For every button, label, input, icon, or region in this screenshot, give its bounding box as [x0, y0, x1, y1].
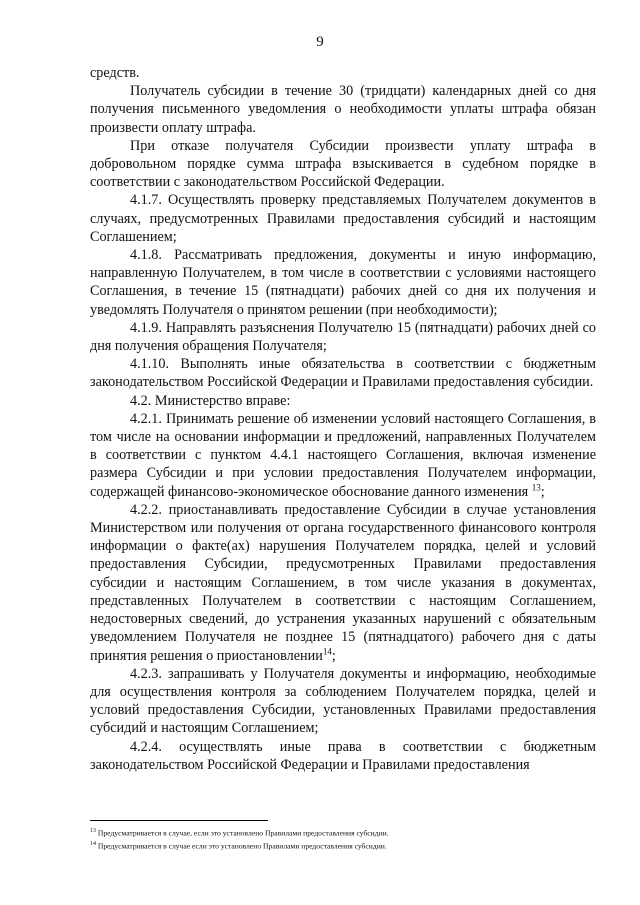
clause-4-1-10: 4.1.10. Выполнять иные обязательства в соответствии с бюджетным законодательством Российской Федерации и Правилами предоставления субсидии.: [90, 356, 596, 391]
clause-4-1-9: 4.1.9. Направлять разъяснения Получателю 15 (пятнадцати) рабочих дней со дня получения обращения Получателя;: [90, 319, 596, 355]
footnote-mark: 14: [90, 841, 96, 848]
footnotes: [90, 826, 596, 852]
clause-4-1-8: 4.1.8. Рассматривать предложения, документы и иную информацию, направленную Получателем, в том числе в соответствии с условиями настоящего Соглашения, в течение 15 (пятнадцати) рабочих дней со дня их получения и уведомлять Получателя о принятом решении (при необходимости);: [90, 247, 596, 318]
clause-4-2-4: 4.2.4. осуществлять иные права в соответствии с бюджетным законодательством Российской Федерации и Правилами предоставления: [90, 738, 596, 773]
document-body: [90, 64, 596, 774]
clause-punctuation: ;: [331, 647, 336, 664]
paragraph: средств.: [90, 65, 140, 81]
footnote-divider: [90, 820, 268, 821]
paragraph: При отказе получателя Субсидии произвести уплату штрафа в добровольном порядке сумма штрафа взыскивается в судебном порядке в соответствии с законодательством Российской Федерации.: [90, 137, 596, 191]
clause-text: 4.2.1. Принимать решение об изменении условий настоящего Соглашения, в том числе на основании информации и предложений, направленных Получателем в соответствии с пунктом 4.4.1 настоящего Соглашения, включая изменение размера Субсидии и при условии предоставления Получателем информации, содержащей финансово-экономическое обоснование данного изменения: [90, 410, 596, 500]
footnote-text: Предусматривается в случае если это установлено Правилами предоставления субсидии.: [97, 841, 387, 851]
footnote: [90, 826, 596, 839]
clause-4-2-2: [90, 501, 596, 665]
footnote-mark: 13: [90, 828, 96, 834]
clause-4-1-7: 4.1.7. Осуществлять проверку представляемых Получателем документов в случаях, предусмотренных Правилами предоставления субсидий и настоящим Соглашением;: [90, 192, 596, 245]
page-number: 9: [316, 34, 324, 50]
footnote-reference: 14: [322, 645, 332, 656]
footnote-reference: 13: [531, 481, 541, 492]
footnote: [90, 839, 596, 852]
clause-punctuation: ;: [540, 483, 545, 500]
clause-text: 4.2.2. приостанавливать предоставление Субсидии в случае установления Министерством или получения от органа государственного финансового контроля информации о факте(ах) нарушения Получателем порядка, целей и условий предоставления Субсидии, предусмотренных Правилами предоставления субсидии и настоящим Соглашением, в том числе указания в документах, представленных Получателем в соответствии с настоящим Соглашением, недостоверных сведений, до устранения указанных нарушений с обязательным уведомлением Получателя не позднее 15 (пятнадцатого) рабочего дня с даты принятия решения о приостановлении: [90, 501, 596, 664]
clause-4-2: 4.2. Министерство вправе:: [130, 392, 291, 409]
clause-4-2-3: 4.2.3. запрашивать у Получателя документы и информацию, необходимые для осуществления контроля за соблюдением Получателем порядка, целей и условий предоставления Субсидии, установленных Правилами предоставления субсидий и настоящим Соглашением;: [90, 665, 596, 737]
clause-4-2-1: [90, 410, 596, 501]
paragraph: Получатель субсидии в течение 30 (тридцати) календарных дней со дня получения письменного уведомления о необходимости уплаты штрафа обязан произвести оплату штрафа.: [90, 83, 596, 136]
footnote-text: Предусматривается в случае, если это установлено Правилами предоставления субсидии.: [97, 828, 389, 838]
